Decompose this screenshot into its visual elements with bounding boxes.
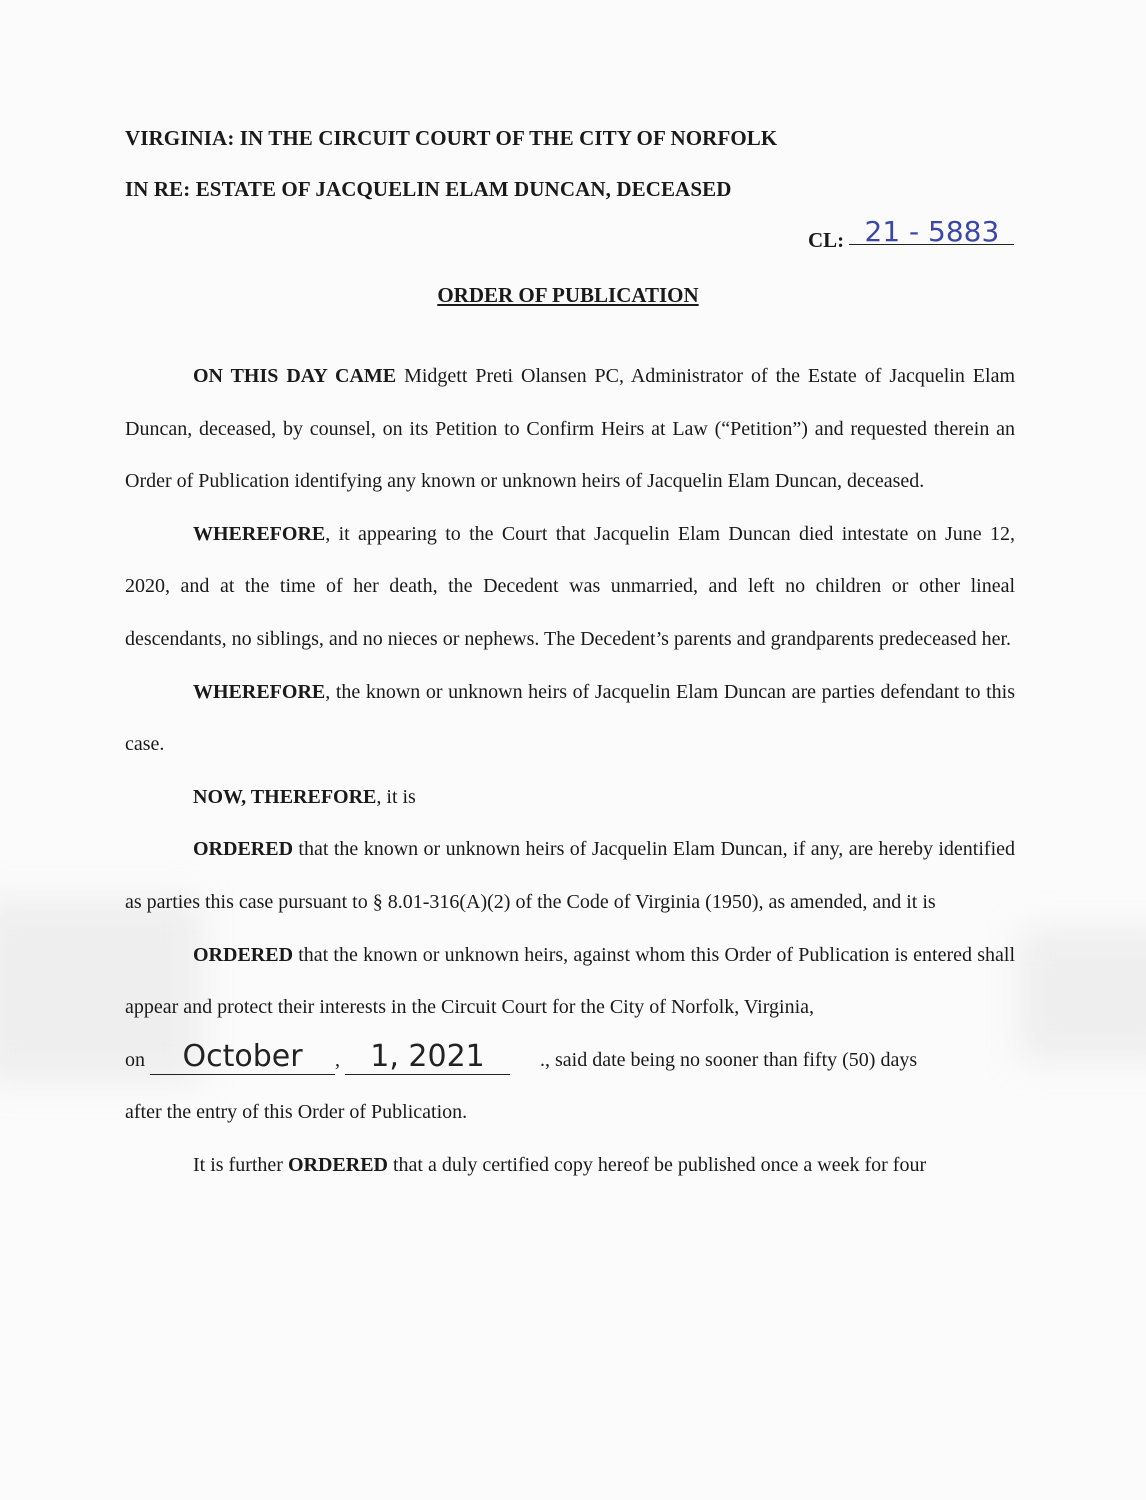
paragraph-lead: ORDERED — [193, 838, 294, 861]
paragraph-now-therefore — [125, 771, 1015, 824]
order-body — [125, 350, 1015, 1192]
paragraph-lead: ORDERED — [287, 1153, 388, 1176]
case-number-field — [808, 215, 1014, 253]
paragraph-text: that the known or unknown heirs, against whom this Order of Publication is entered shall appear and protect their interests in the Circuit Court for the City of Norfolk, Virginia, — [125, 943, 1015, 1019]
paragraph-lead: NOW, THEREFORE — [193, 785, 377, 808]
handwritten-day-year: 1, 2021 — [345, 1044, 510, 1075]
paragraph-ordered-2-end: after the entry of this Order of Publication. — [125, 1101, 468, 1124]
paragraph-lead: WHEREFORE — [193, 680, 326, 703]
appearance-date-line — [125, 1034, 1015, 1087]
scan-smudge — [1020, 930, 1146, 1060]
handwritten-month: October — [150, 1044, 335, 1075]
estate-heading: IN RE: ESTATE OF JACQUELIN ELAM DUNCAN, DECEASED — [125, 177, 732, 201]
case-label: CL: — [808, 228, 845, 252]
paragraph-text: that the known or unknown heirs of Jacquelin Elam Duncan, if any, are hereby identified as parties this case pursuant to § 8.01-316(A)(2) of the Code of Virginia (1950), as amended, and it is — [125, 838, 1015, 913]
date-comma: , — [335, 1048, 340, 1071]
title-text: ORDER OF PUBLICATION — [437, 283, 699, 307]
paragraph-ordered-1 — [125, 823, 1015, 928]
paragraph-text: Midgett Preti Olansen PC, Administrator of the Estate of Jacquelin Elam Duncan, deceased, by counsel, on its Petition to Confirm Heirs at Law (“Petition”) and requested therein an Order of Publication identifying any known or unknown heirs of Jacquelin Elam Duncan, deceased. — [125, 365, 1016, 493]
paragraph-pre: It is further — [193, 1153, 288, 1176]
paragraph-lead: ON THIS DAY CAME — [193, 365, 397, 387]
paragraph-lead: WHEREFORE — [193, 522, 326, 545]
paragraph-wherefore-1 — [125, 508, 1015, 666]
paragraph-wherefore-2 — [125, 666, 1015, 771]
paragraph-text: , the known or unknown heirs of Jacquelin Elam Duncan are parties defendant to this case. — [125, 680, 1015, 756]
paragraph-lead: ORDERED — [193, 943, 294, 966]
paragraph-further-ordered — [125, 1139, 1015, 1192]
paragraph-text: , it is — [376, 785, 416, 808]
date-condition-text: ., said date being no sooner than fifty (50) days — [540, 1048, 918, 1071]
paragraph-text: , it appearing to the Court that Jacquelin Elam Duncan died intestate on June 12, 2020, and at the time of her death, the Decedent was unmarried, and left no children or other lineal descendants, no siblings, and no nieces or nephews. The Decedent’s parents and grandparents predeceased her. — [125, 522, 1015, 650]
paragraph-ordered-2 — [125, 929, 1015, 1034]
handwritten-case-number: 21 - 5883 — [849, 220, 1014, 245]
paragraph-text: that a duly certified copy hereof be published once a week for four — [388, 1153, 927, 1176]
court-heading: VIRGINIA: IN THE CIRCUIT COURT OF THE CITY OF NORFOLK — [125, 126, 778, 150]
on-label: on — [125, 1048, 145, 1071]
paragraph-came — [125, 350, 1015, 508]
document-title — [0, 283, 1146, 308]
